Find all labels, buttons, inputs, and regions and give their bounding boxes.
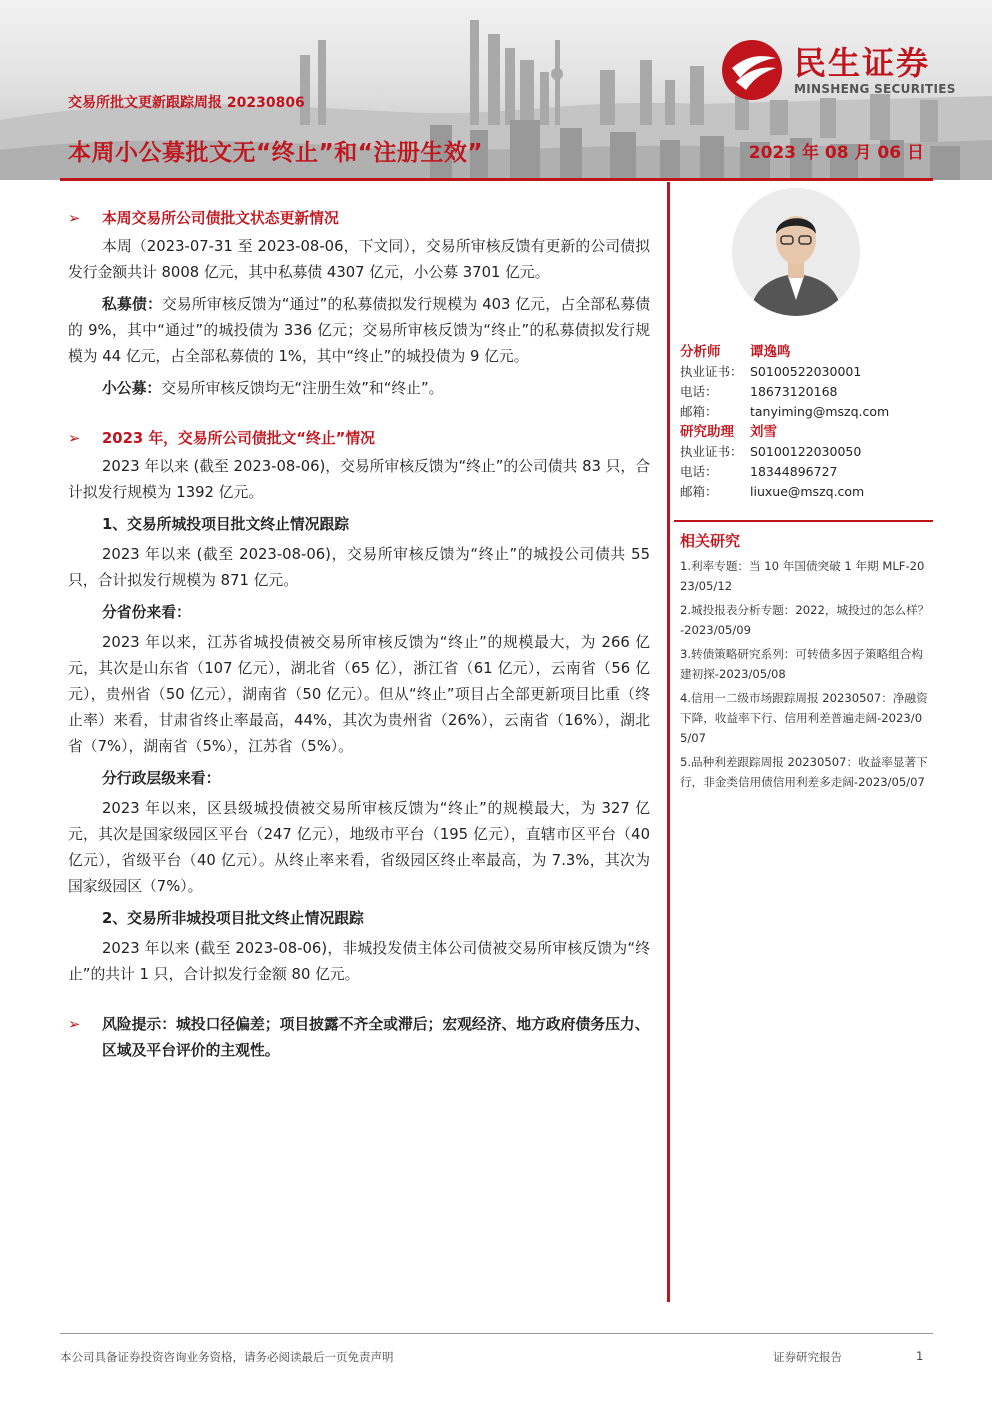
chevron-right-icon: ➢ [68, 210, 81, 227]
report-date: 2023 年 08 月 06 日 [748, 143, 924, 163]
cert-label: 执业证书： [680, 364, 743, 379]
phone-label: 电话： [680, 384, 718, 399]
logo-text-cn: 民生证券 [794, 44, 931, 82]
related-item[interactable]: 2.城投报表分析专题：2022，城投过的怎么样？-2023/05/09 [680, 603, 930, 637]
section-heading [68, 1012, 650, 1064]
assistant-row [680, 422, 932, 442]
footer-report-type: 证券研究报告 [773, 1350, 842, 1364]
paragraph [68, 292, 650, 370]
phone-row [680, 382, 932, 402]
email-row [680, 402, 932, 422]
header-divider [60, 178, 933, 181]
phone-row [680, 462, 932, 482]
section-heading [68, 206, 650, 232]
subsection-heading: 1、交易所城投项目批文终止情况跟踪 [102, 516, 350, 533]
minsheng-emblem-icon [720, 38, 784, 102]
cert-row [680, 362, 932, 382]
sidebar-divider [674, 520, 933, 522]
minsheng-logo [720, 38, 965, 102]
logo-text-en: MINSHENG SECURITIES [794, 82, 956, 96]
lead-label: 小公募： [102, 380, 162, 397]
main-content [68, 206, 650, 1066]
phone-label: 电话： [680, 464, 718, 479]
assistant-name: 刘雪 [750, 424, 777, 440]
subsection-heading: 分省份来看： [102, 604, 191, 621]
paragraph-text: 交易所审核反馈均无“注册生效”和“终止”。 [161, 380, 444, 397]
cert-row [680, 442, 932, 462]
related-item[interactable]: 3.转债策略研究系列：可转债多因子策略组合构建初探-2023/05/08 [680, 647, 923, 681]
paragraph-text: 交易所审核反馈为“通过”的私募债拟发行规模为 403 亿元，占全部私募债的 9%，其中“通过”的城投债为 336 亿元；交易所审核反馈为“终止”的私募债拟发行规模为 44 亿元，占全部私募债的 1%，其中“终止”的城投债为 9 亿元。 [68, 296, 650, 365]
email-link[interactable]: tanyiming@mszq.com [750, 404, 890, 419]
footer-divider [60, 1333, 933, 1334]
column-divider [667, 182, 670, 1302]
analyst-photo [732, 188, 860, 316]
chevron-right-icon: ➢ [68, 1016, 81, 1033]
section-2-title: 2023 年，交易所公司债批文“终止”情况 [102, 430, 375, 447]
analyst-contact [680, 342, 932, 502]
phone-value: 18673120168 [750, 384, 838, 399]
related-research-list [680, 556, 930, 796]
person-icon [732, 188, 860, 316]
header-banner [0, 0, 992, 180]
email-link[interactable]: liuxue@mszq.com [750, 484, 865, 499]
risk-warning: 风险提示：城投口径偏差；项目披露不齐全或滞后；宏观经济、地方政府债务压力、区域及平台评价的主观性。 [102, 1016, 650, 1059]
paragraph: 2023 年以来，区县级城投债被交易所审核反馈为“终止”的规模最大，为 327 亿元，其次是国家级园区平台（247 亿元），地级市平台（195 亿元），直辖市区平台（40 亿元），省级平台（40 亿元）。从终止率来看，省级园区终止率最高，为 7.3%，其次为国家级园区（7%）。 [68, 800, 650, 895]
section-heading [68, 426, 650, 452]
related-item[interactable]: 1.利率专题：当 10 年国债突破 1 年期 MLF-2023/05/12 [680, 559, 925, 593]
phone-value: 18344896727 [750, 464, 838, 479]
email-row [680, 482, 932, 502]
cert-label: 执业证书： [680, 444, 743, 459]
analyst-row [680, 342, 932, 362]
page-number: 1 [916, 1349, 924, 1363]
analyst-name: 谭逸鸣 [750, 344, 791, 360]
email-label: 邮箱： [680, 404, 718, 419]
assistant-label: 研究助理 [680, 424, 734, 440]
subsection-heading: 2、交易所非城投项目批文终止情况跟踪 [102, 910, 364, 927]
chevron-right-icon: ➢ [68, 430, 81, 447]
related-item[interactable]: 4.信用一二级市场跟踪周报 20230507：净融资下降，收益率下行、信用利差普遍走阔-2023/05/07 [680, 691, 928, 745]
cert-value: S0100122030050 [750, 444, 862, 459]
paragraph: 本周（2023-07-31 至 2023-08-06，下文同），交易所审核反馈有更新的公司债拟发行金额共计 8008 亿元，其中私募债 4307 亿元，小公募 3701 亿元。 [68, 238, 650, 281]
cert-value: S0100522030001 [750, 364, 862, 379]
paragraph: 2023 年以来 (截至 2023-08-06)，非城投发债主体公司债被交易所审核反馈为“终止”的共计 1 只，合计拟发行金额 80 亿元。 [68, 940, 650, 983]
section-1-title: 本周交易所公司债批文状态更新情况 [102, 210, 339, 227]
report-series: 交易所批文更新跟踪周报 20230806 [68, 95, 305, 111]
report-title: 本周小公募批文无“终止”和“注册生效” [68, 140, 483, 166]
email-label: 邮箱： [680, 484, 718, 499]
footer-disclaimer: 本公司具备证券投资咨询业务资格，请务必阅读最后一页免责声明 [60, 1350, 394, 1364]
analyst-label: 分析师 [680, 344, 721, 360]
related-item[interactable]: 5.品种利差跟踪周报 20230507：收益率显著下行，非金类信用债信用利差多走阔-2023/05/07 [680, 755, 928, 789]
paragraph: 2023 年以来 (截至 2023-08-06)，交易所审核反馈为“终止”的城投公司债共 55 只，合计拟发行规模为 871 亿元。 [68, 546, 650, 589]
lead-label: 私募债： [102, 296, 162, 313]
related-research-heading: 相关研究 [680, 532, 741, 550]
paragraph [68, 376, 650, 402]
paragraph: 2023 年以来，江苏省城投债被交易所审核反馈为“终止”的规模最大，为 266 亿元，其次是山东省（107 亿元），湖北省（65 亿），浙江省（61 亿元），云南省（56 亿元），贵州省（50 亿元），湖南省（50 亿元）。但从“终止”项目占全部更新项目比重（终止率）来看，甘肃省终止率最高，44%，其次为贵州省（26%），云南省（16%），湖北省（7%），湖南省（5%），江苏省（5%）。 [68, 634, 650, 755]
subsection-heading: 分行政层级来看： [102, 770, 221, 787]
paragraph: 2023 年以来 (截至 2023-08-06)，交易所审核反馈为“终止”的公司债共 83 只，合计拟发行规模为 1392 亿元。 [68, 458, 650, 501]
